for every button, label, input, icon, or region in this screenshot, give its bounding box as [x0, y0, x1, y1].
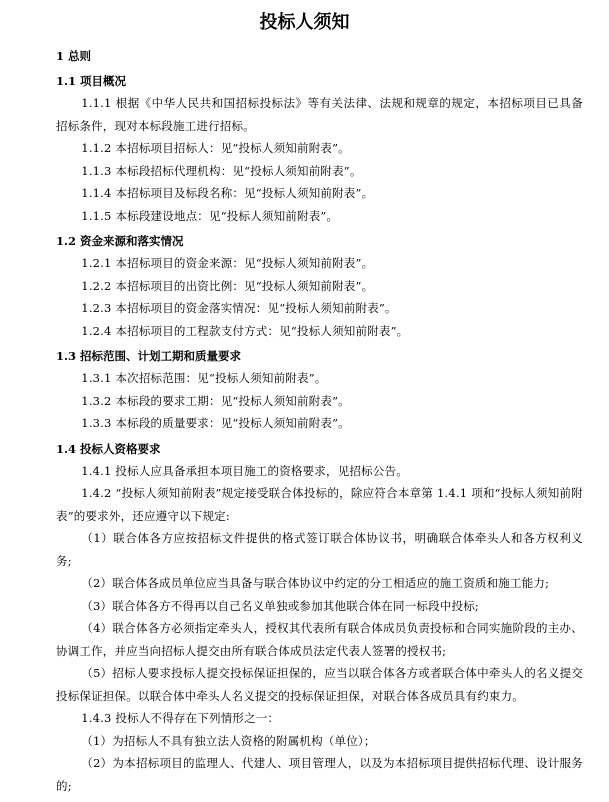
paragraph: 1.1.2 本招标项目招标人：见“投标人须知前附表”。 [81, 141, 350, 155]
section-heading-1-3: 1.3 招标范围、计划工期和质量要求 [56, 349, 242, 363]
section-heading-1-2: 1.2 资金来源和落实情况 [56, 234, 184, 248]
paragraph: 1.4.1 投标人应具备承担本项目施工的资格要求，见招标公告。 [81, 463, 408, 478]
paragraph: 1.1.1 根据《中华人民共和国招标投标法》等有关法律、法规和规章的规定，本招标项目已具备招标条件，现对本标段施工进行招标。 [56, 96, 583, 133]
paragraph: 1.2.2 本招标项目的出资比例：见“投标人须知前附表”。 [81, 278, 374, 293]
paragraph: 1.1.3 本标段招标代理机构：见“投标人须知前附表”。 [81, 163, 362, 178]
paragraph: 1.1.4 本招标项目及标段名称：见“投标人须知前附表”。 [81, 186, 374, 200]
list-item: （5）招标人要求投标人提交投标保证担保的，应当以联合体各方或者联合体中牵头人的名义提交投标保证担保。以联合体中牵头人名义提交的投标保证担保，对联合体各成员具有约束力。 [56, 666, 583, 703]
list-item: （3）联合体各方不得再以自己名义单独或参加其他联合体在同一标段中投标; [81, 598, 479, 613]
section-heading-1-4: 1.4 投标人资格要求 [56, 441, 161, 456]
list-item: （4）联合体各方必须指定牵头人，授权其代表所有联合体成员负责投标和合同实施阶段的主办、协调工作，并应当向招标人提交由所有联合体成员法定代表人签署的授权书; [56, 621, 583, 658]
paragraph: 1.2.4 本招标项目的工程款支付方式：见“投标人须知前附表”。 [81, 323, 409, 338]
paragraph: 1.3.3 本标段的质量要求：见“投标人须知前附表”。 [81, 416, 350, 430]
paragraph: 1.3.1 本次招标范围：见“投标人须知前附表”。 [81, 371, 327, 385]
page-title: 投标人须知 [259, 12, 350, 33]
paragraph: 1.1.5 本标段建设地点：见“投标人须知前附表”。 [81, 208, 339, 223]
list-item: （1）为招标人不具有独立法人资格的附属机构（单位）； [81, 733, 376, 748]
paragraph: 1.2.1 本招标项目的资金来源：见“投标人须知前附表”。 [81, 256, 374, 270]
paragraph: 1.3.2 本标段的要求工期：见“投标人须知前附表”。 [81, 393, 350, 408]
section-heading-1-1: 1.1 项目概况 [56, 74, 127, 88]
list-item: （2）联合体各成员单位应当具备与联合体协议中约定的分工相适应的施工资质和施工能力; [81, 576, 550, 590]
list-item: （1）联合体各方应按招标文件提供的格式签订联合体协议书，明确联合体牵头人和各方权利义务; [56, 531, 583, 568]
paragraph: 1.4.3 投标人不得存在下列情形之一： [81, 711, 280, 725]
paragraph: 1.2.3 本招标项目的资金落实情况：见“投标人须知前附表”。 [81, 301, 397, 315]
list-item: （2）为本招标项目的监理人、代建人、项目管理人，以及为本招标项目提供招标代理、设计服务的; [56, 756, 583, 793]
paragraph: 1.4.2 “投标人须知前附表”规定接受联合体投标的，除应符合本章第 1.4.1 项和“投标人须知前附表”的要求外，还应遵守以下规定: [56, 486, 583, 523]
chapter-heading: 1 总则 [56, 49, 92, 63]
